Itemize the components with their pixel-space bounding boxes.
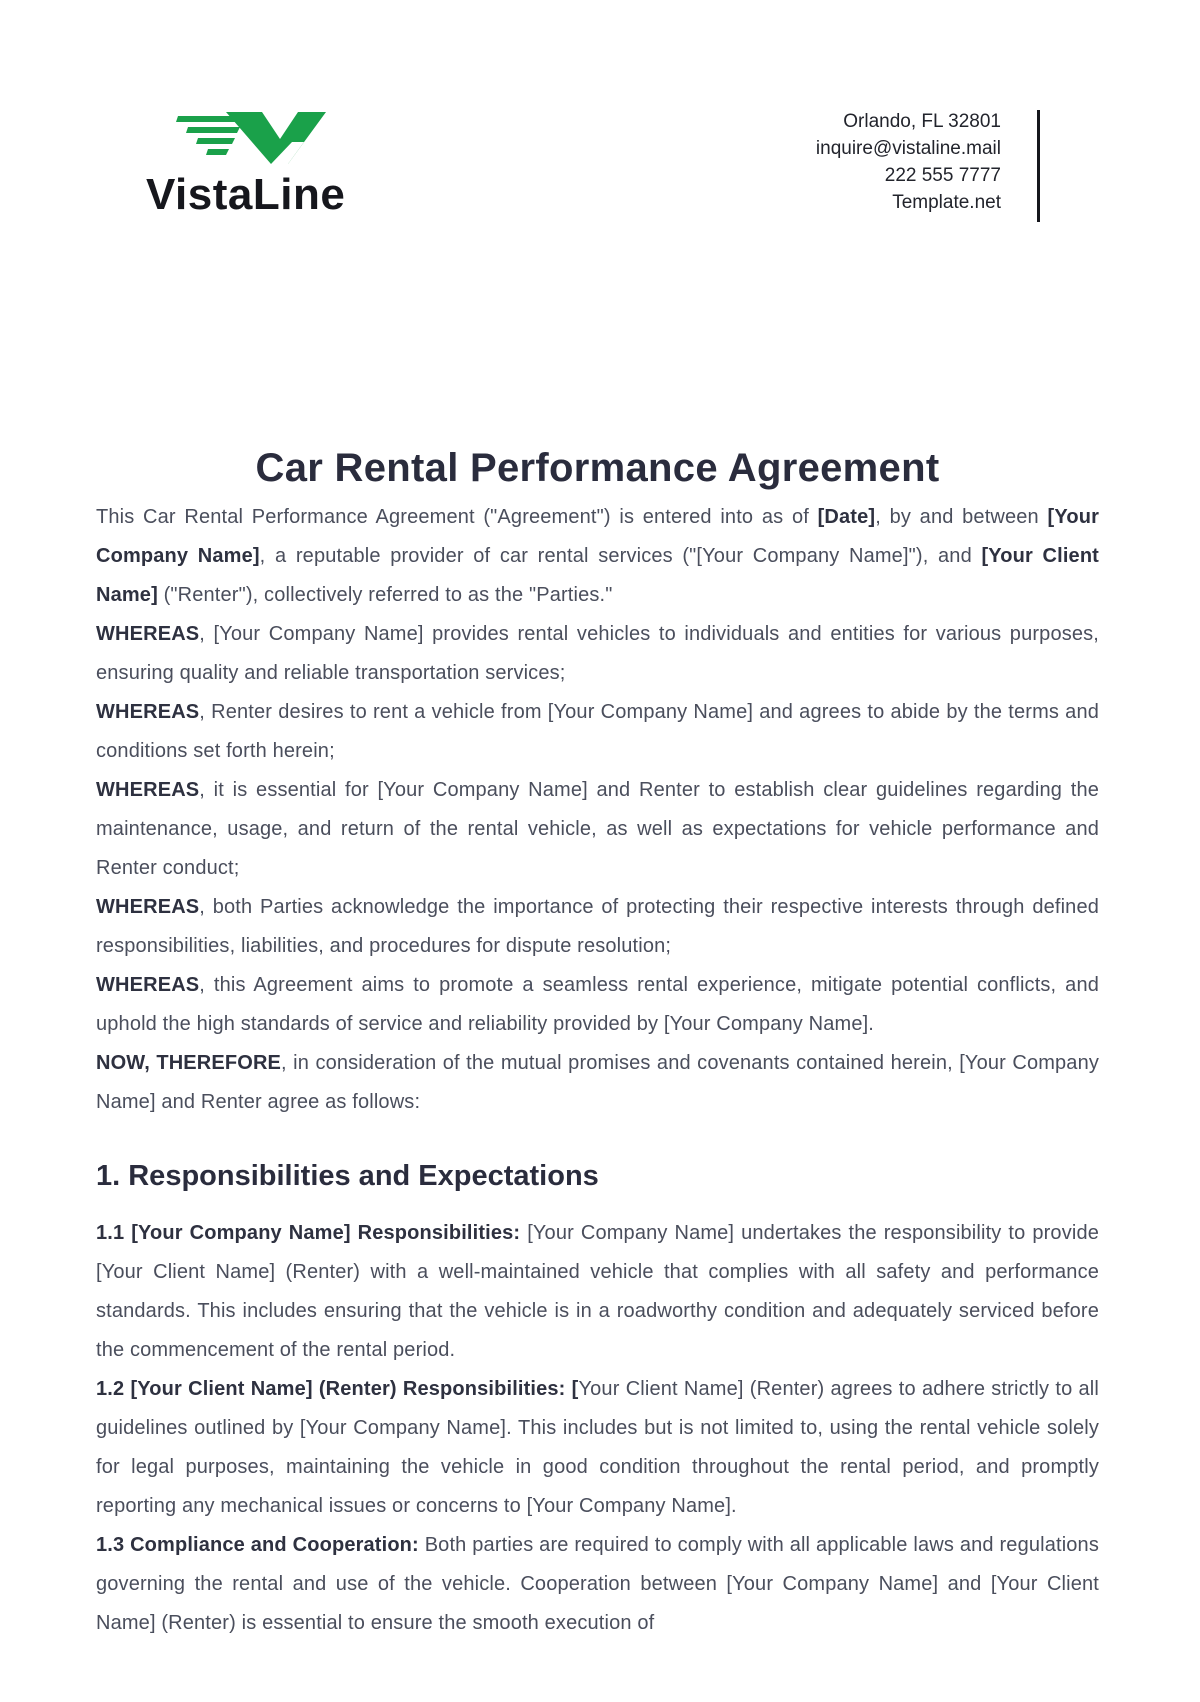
document-body xyxy=(96,438,1099,1643)
company-name: VistaLine xyxy=(146,170,346,219)
clause-1-1: 1.1 [Your Company Name] Responsibilities: [Your Company Name] undertakes the responsibility to provide [Your Client Name] (Renter) with a well-maintained vehicle that complies with all safety and performance standards. This includes ensuring that the vehicle is in a roadworthy condition and adequately serviced before the commencement of the rental period. xyxy=(96,1222,1099,1361)
whereas-clause: WHEREAS, Renter desires to rent a vehicle from [Your Company Name] and agrees to abide by the terms and conditions set forth herein; xyxy=(96,701,1099,762)
whereas-clause: WHEREAS, this Agreement aims to promote a seamless rental experience, mitigate potential conflicts, and uphold the high standards of service and reliability provided by [Your Company Name]. xyxy=(96,974,1099,1035)
section-heading: 1. Responsibilities and Expectations xyxy=(96,1160,599,1192)
contact-website: Template.net xyxy=(892,192,1001,213)
contact-address: Orlando, FL 32801 xyxy=(843,111,1001,132)
contact-block xyxy=(816,108,1001,216)
intro-paragraph: This Car Rental Performance Agreement ("Agreement") is entered into as of [Date], by and between [Your Company Name], a reputable provider of car rental services ("[Your Company Name]"), and [Your Client Name] ("Renter"), collectively referred to as the "Parties." xyxy=(96,506,1099,606)
vistaline-logo-icon xyxy=(176,112,326,170)
clause-1-3: 1.3 Compliance and Cooperation: Both parties are required to comply with all applicable laws and regulations governing the rental and use of the vehicle. Cooperation between [Your Company Name] and [Your Client Name] (Renter) is essential to ensure the smooth execution of xyxy=(96,1534,1099,1634)
document-title: Car Rental Performance Agreement xyxy=(255,446,940,490)
therefore-clause: NOW, THEREFORE, in consideration of the mutual promises and covenants contained herein, [Your Company Name] and Renter agree as follows: xyxy=(96,1052,1099,1113)
whereas-clause: WHEREAS, [Your Company Name] provides rental vehicles to individuals and entities for various purposes, ensuring quality and reliable transportation services; xyxy=(96,623,1099,684)
company-logo xyxy=(146,112,366,222)
whereas-clause: WHEREAS, it is essential for [Your Company Name] and Renter to establish clear guidelines regarding the maintenance, usage, and return of the rental vehicle, as well as expectations for vehicle performance and Renter conduct; xyxy=(96,779,1099,879)
contact-email: inquire@vistaline.mail xyxy=(815,138,1001,159)
contact-phone: 222 555 7777 xyxy=(884,165,1001,186)
contact-divider xyxy=(1037,110,1040,222)
clause-1-2: 1.2 [Your Client Name] (Renter) Responsibilities: [Your Client Name] (Renter) agrees to adhere strictly to all guidelines outlined by [Your Company Name]. This includes but is not limited to, using the rental vehicle solely for legal purposes, maintaining the vehicle in good condition throughout the rental period, and promptly reporting any mechanical issues or concerns to [Your Company Name]. xyxy=(96,1378,1099,1517)
whereas-clause: WHEREAS, both Parties acknowledge the importance of protecting their respective interests through defined responsibilities, liabilities, and procedures for dispute resolution; xyxy=(96,896,1099,957)
